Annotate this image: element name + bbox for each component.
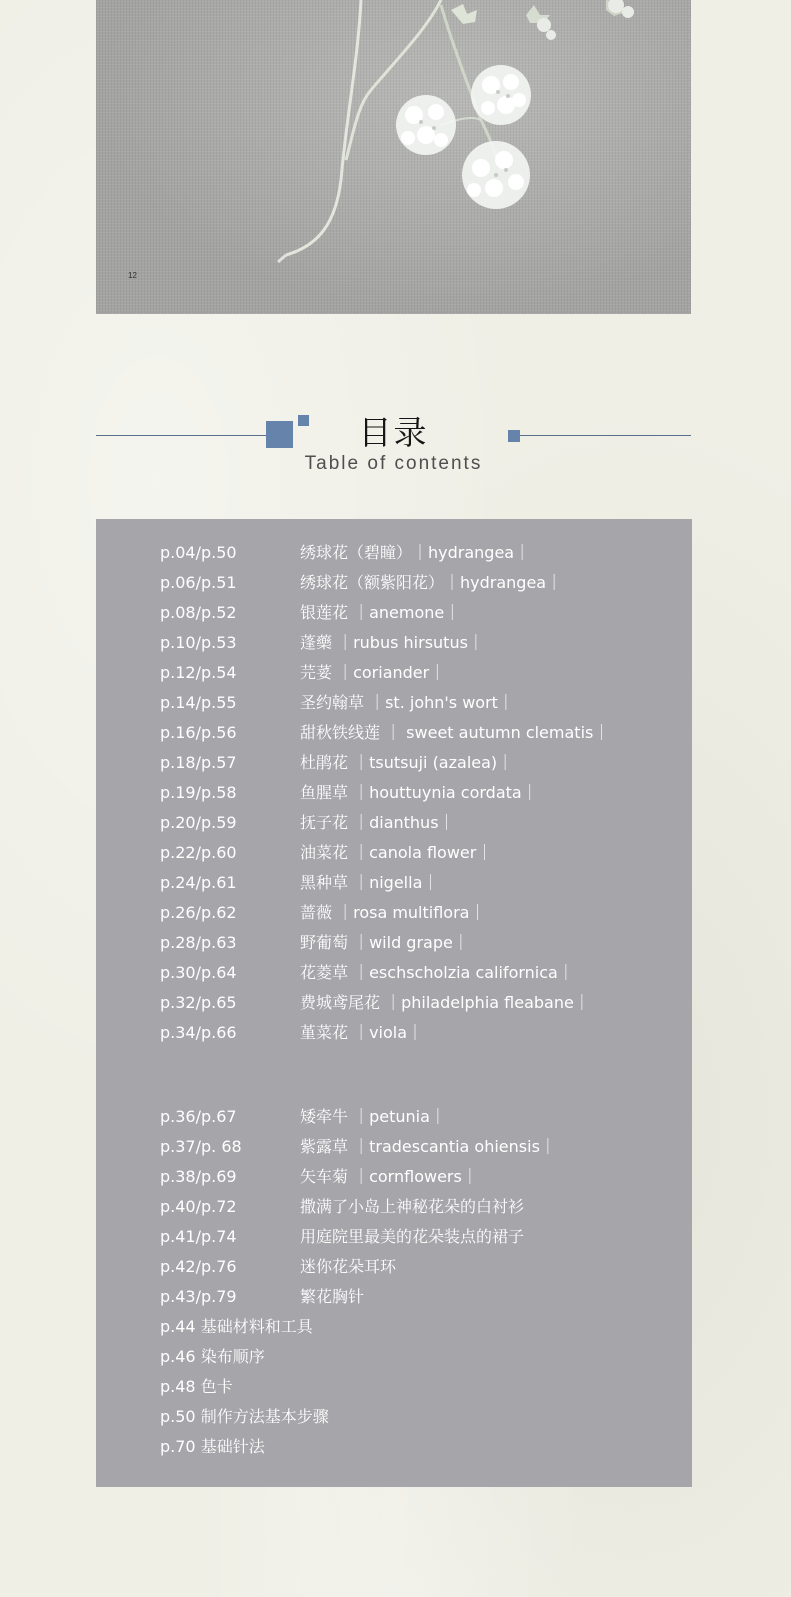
page-title: 目录 xyxy=(358,413,429,452)
toc-page-ref: p.22/p.60 xyxy=(160,843,237,862)
toc-page-ref: p.28/p.63 xyxy=(160,933,237,952)
toc-header xyxy=(96,405,691,475)
toc-item-title: 矢车菊 ｜cornflowers｜ xyxy=(300,1167,478,1186)
toc-page-ref: p.19/p.58 xyxy=(160,783,237,802)
toc-item-title: 撒满了小岛上神秘花朵的白衬衫 xyxy=(300,1197,525,1216)
toc-item-title: 油菜花 ｜canola flower｜ xyxy=(300,843,493,862)
toc-item-title: 圣约翰草 ｜st. john's wort｜ xyxy=(300,693,514,712)
toc-item-title: 黑种草 ｜nigella｜ xyxy=(300,873,439,892)
toc-item-title: 花菱草 ｜eschscholzia californica｜ xyxy=(300,963,574,982)
embroidery-illustration xyxy=(96,0,691,314)
toc-page-ref: p.34/p.66 xyxy=(160,1023,237,1042)
toc-item-title: 用庭院里最美的花朵装点的裙子 xyxy=(300,1227,525,1246)
toc-page-ref: p.42/p.76 xyxy=(160,1257,237,1276)
toc-page-ref: p.30/p.64 xyxy=(160,963,237,982)
toc-item-title: 芫荽 ｜coriander｜ xyxy=(300,663,446,682)
toc-item-title: 杜鹃花 ｜tsutsuji (azalea)｜ xyxy=(300,753,514,772)
embroidery-photo xyxy=(96,0,691,314)
page-subtitle: Table of contents xyxy=(304,453,483,474)
toc-panel xyxy=(96,519,692,1487)
toc-item-title: 鱼腥草 ｜houttuynia cordata｜ xyxy=(300,783,538,802)
toc-item-title: 野葡萄 ｜wild grape｜ xyxy=(300,933,469,952)
toc-item-title: 蔷薇 ｜rosa multiflora｜ xyxy=(300,903,486,922)
toc-item-title: p.46 染布顺序 xyxy=(160,1347,265,1366)
toc-item-title: 堇菜花 ｜viola｜ xyxy=(300,1023,424,1042)
toc-page-ref: p.14/p.55 xyxy=(160,693,237,712)
toc-item-title: p.70 基础针法 xyxy=(160,1437,265,1456)
toc-item-title: 抚子花 ｜dianthus｜ xyxy=(300,813,455,832)
toc-page-ref: p.26/p.62 xyxy=(160,903,237,922)
toc-item-title: 矮牵牛 ｜petunia｜ xyxy=(300,1107,446,1126)
toc-item-title: 迷你花朵耳环 xyxy=(300,1257,397,1276)
toc-page-ref: p.04/p.50 xyxy=(160,543,237,562)
toc-page-ref: p.24/p.61 xyxy=(160,873,237,892)
toc-page-ref: p.38/p.69 xyxy=(160,1167,237,1186)
toc-page-ref: p.12/p.54 xyxy=(160,663,237,682)
toc-page-ref: p.10/p.53 xyxy=(160,633,237,652)
toc-item-title: 费城鸢尾花 ｜philadelphia fleabane｜ xyxy=(300,993,590,1012)
toc-page-ref: p.37/p. 68 xyxy=(160,1137,242,1156)
toc-item-title: p.48 色卡 xyxy=(160,1377,233,1396)
toc-page-ref: p.36/p.67 xyxy=(160,1107,237,1126)
toc-item-title: 银莲花 ｜anemone｜ xyxy=(300,603,461,622)
toc-item-title: 蓬藥 ｜rubus hirsutus｜ xyxy=(300,633,484,652)
toc-item-title: p.44 基础材料和工具 xyxy=(160,1317,313,1336)
toc-page-ref: p.08/p.52 xyxy=(160,603,237,622)
toc-page-ref: p.06/p.51 xyxy=(160,573,237,592)
toc-page-ref: p.16/p.56 xyxy=(160,723,237,742)
toc-item-title: 绣球花（额紫阳花）｜hydrangea｜ xyxy=(300,573,563,592)
toc-page-ref: p.43/p.79 xyxy=(160,1287,237,1306)
toc-item-title: 甜秋铁线莲 ｜ sweet autumn clematis｜ xyxy=(300,723,610,742)
toc-page-ref: p.32/p.65 xyxy=(160,993,237,1012)
toc-page-ref: p.18/p.57 xyxy=(160,753,237,772)
toc-item-title: 绣球花（碧瞳）｜hydrangea｜ xyxy=(300,543,531,562)
toc-page-ref: p.40/p.72 xyxy=(160,1197,237,1216)
toc-item-title: 紫露草 ｜tradescantia ohiensis｜ xyxy=(300,1137,556,1156)
toc-item-title: 繁花胸针 xyxy=(300,1287,365,1306)
toc-item-title: p.50 制作方法基本步骤 xyxy=(160,1407,329,1426)
toc-page-ref: p.41/p.74 xyxy=(160,1227,237,1246)
toc-page-ref: p.20/p.59 xyxy=(160,813,237,832)
page-number: 12 xyxy=(128,271,137,280)
